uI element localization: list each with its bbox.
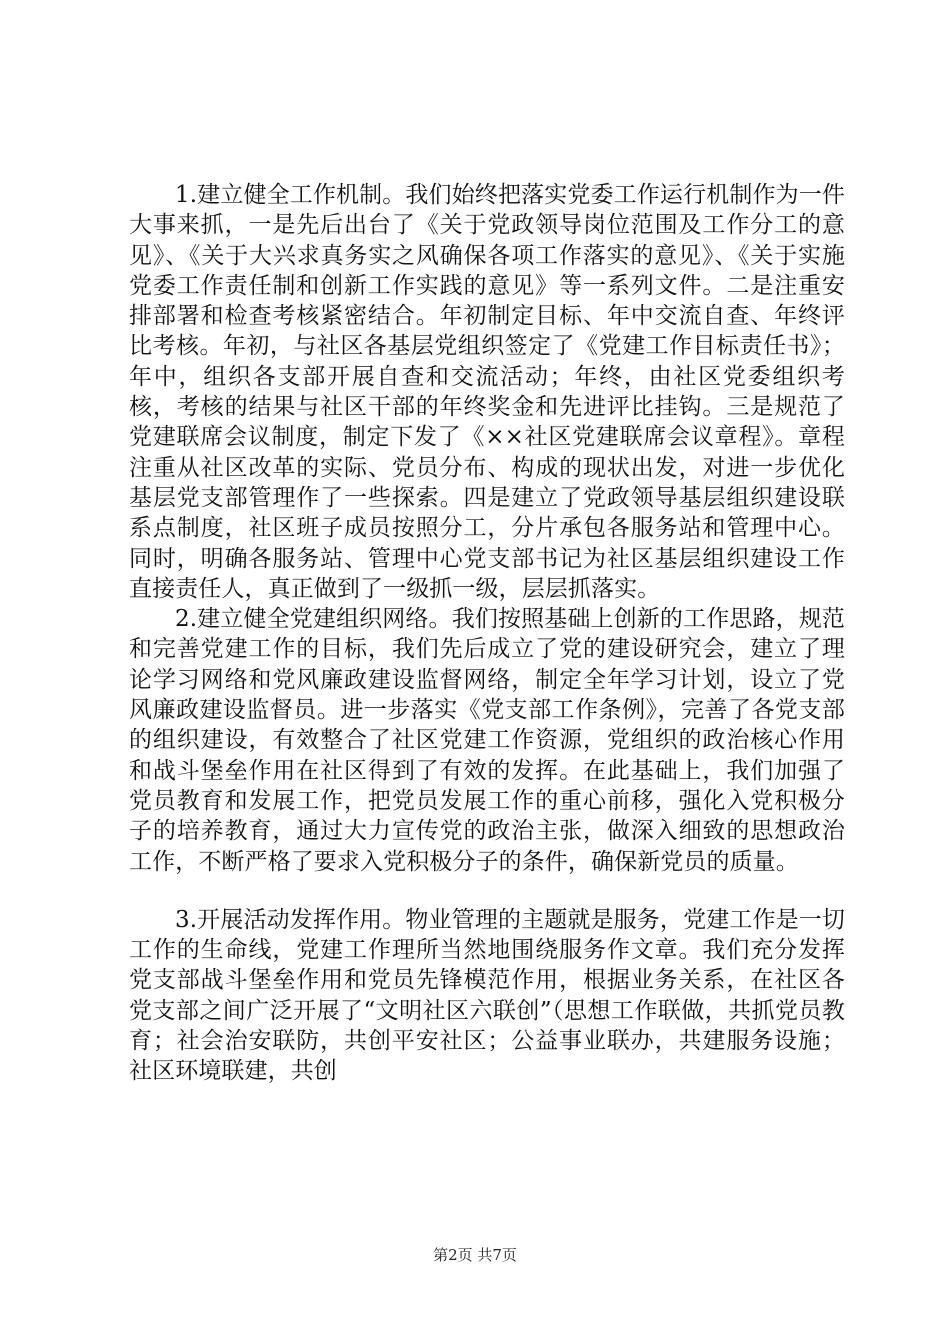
paragraph-3: 3.开展活动发挥作用。物业管理的主题就是服务，党建工作是一切工作的生命线，党建工作理所当然地围绕服务作文章。我们充分发挥党支部战斗堡垒作用和党员先锋模范作用，根据业务关系，在社区各党支部之间广泛开展了“文明社区六联创”（思想工作联做，共抓党员教育；社会治安联防，共创平安社区；公益事业联办，共建服务设施；社区环境联建，共创 [129, 906, 845, 1085]
page-number-footer: 第2页 共7页 [433, 1246, 517, 1264]
paragraph-1: 1.建立健全工作机制。我们始终把落实党委工作运行机制作为一件大事来抓，一是先后出台了《关于党政领导岗位范围及工作分工的意见》、《关于大兴求真务实之风确保各项工作落实的意见》、《关于实施党委工作责任制和创新工作实践的意见》等一系列文件。二是注重安排部署和检查考核紧密结合。年初制定目标、年中交流自查、年终评比考核。年初，与社区各基层党组织签定了《党建工作目标责任书》；年中，组织各支部开展自查和交流活动；年终，由社区党委组织考核，考核的结果与社区干部的年终奖金和先进评比挂钩。三是规范了党建联席会议制度，制定下发了《××社区党建联席会议章程》。章程注重从社区改革的实际、党员分布、构成的现状出发，对进一步优化基层党支部管理作了一些探索。四是建立了党政领导基层组织建设联系点制度，社区班子成员按照分工，分片承包各服务站和管理中心。同时，明确各服务站、管理中心党支部书记为社区基层组织建设工作直接责任人，真正做到了一级抓一级，层层抓落实。 [129, 182, 845, 602]
paragraph-2: 2.建立健全党建组织网络。我们按照基础上创新的工作思路，规范和完善党建工作的目标，我们先后成立了党的建设研究会，建立了理论学习网络和党风廉政建设监督网络，制定全年学习计划，设立了党风廉政建设监督员。进一步落实《党支部工作条例》，完善了各党支部的组织建设，有效整合了社区党建工作资源，党组织的政治核心作用和战斗堡垒作用在社区得到了有效的发挥。在此基础上，我们加强了党员教育和发展工作，把党员发展工作的重心前移，强化入党积极分子的培养教育，通过大力宣传党的政治主张，做深入细致的思想政治工作，不断严格了要求入党积极分子的条件，确保新党员的质量。 [129, 606, 845, 875]
document-body [129, 180, 845, 1087]
